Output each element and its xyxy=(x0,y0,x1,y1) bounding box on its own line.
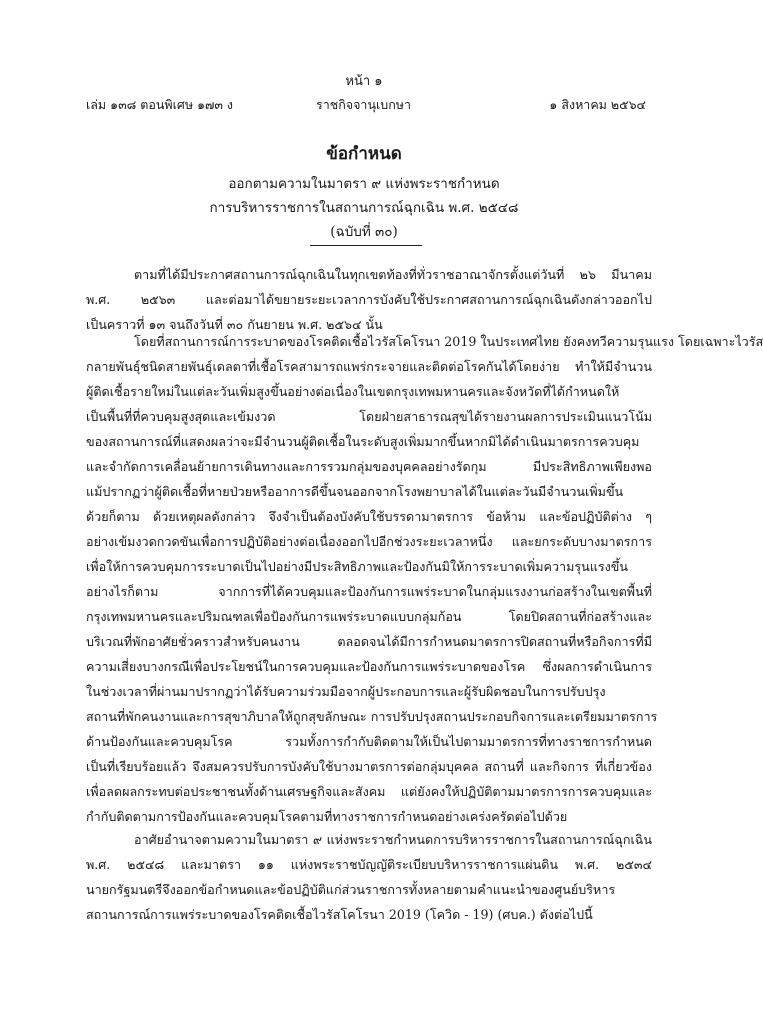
paragraph-line: พ.ศ. ๒๕๔๘ และมาตรา ๑๑ แห่งพระราชบัญญัติระเบียบบริหารราชการแผ่นดิน พ.ศ. ๒๕๓๔ xyxy=(86,857,652,872)
paragraph-line: อย่างไรก็ตาม จากการที่ได้ควบคุมและป้องกันการแพร่ระบาดในกลุ่มแรงงานก่อสร้างในเขตพื้นที่ xyxy=(86,584,652,599)
paragraph-line: บริเวณที่พักอาศัยชั่วคราวสำหรับคนงาน ตลอดจนได้มีการกำหนดมาตรการปิดสถานที่หรือกิจการที่มี xyxy=(86,634,652,649)
paragraph-line: กรุงเทพมหานครและปริมณฑลเพื่อป้องกันการแพร่ระบาดแบบกลุ่มก้อน โดยปิดสถานที่ก่อสร้างและ xyxy=(86,609,652,624)
document-subtitle-line: ออกตามความในมาตรา ๙ แห่งพระราชกำหนด xyxy=(228,176,500,192)
gazette-name: ราชกิจจานุเบกษา xyxy=(316,97,412,112)
paragraph-line: ของสถานการณ์ที่แสดงผลว่าจะมีจำนวนผู้ติดเชื้อในระดับสูงเพิ่มมากขึ้นหากมิได้ดำเนินมาตรการควบคุม xyxy=(86,434,640,449)
paragraph-3 xyxy=(86,827,652,927)
paragraph-line: เป็นที่เรียบร้อยแล้ว จึงสมควรปรับการบังคับใช้บางมาตรการต่อกลุ่มบุคคล สถานที่ และกิจการ ที่เกี่ยวข้อง xyxy=(86,759,652,774)
gazette-volume: เล่ม ๑๓๘ ตอนพิเศษ ๑๗๓ ง xyxy=(86,97,234,112)
paragraph-line: สถานที่พักคนงานและการสุขาภิบาลให้ถูกสุขลักษณะ การปรับปรุงสถานประกอบกิจการและเตรียมมาตรการ xyxy=(86,709,658,724)
document-title: ข้อกำหนด xyxy=(326,144,402,164)
paragraph-line: ตามที่ได้มีประกาศสถานการณ์ฉุกเฉินในทุกเขตท้องที่ทั่วราชอาณาจักรตั้งแต่วันที่ ๒๖ มีนาคม xyxy=(134,267,652,282)
paragraph-line: สถานการณ์การแพร่ระบาดของโรคติดเชื้อไวรัสโคโรนา 2019 (โควิด - 19) (ศบค.) ดังต่อไปนี้ xyxy=(86,907,593,922)
paragraph-line: พ.ศ. ๒๕๖๓ และต่อมาได้ขยายระยะเวลาการบังคับใช้ประกาศสถานการณ์ฉุกเฉินดังกล่าวออกไป xyxy=(86,292,652,307)
paragraph-line: ผู้ติดเชื้อรายใหม่ในแต่ละวันเพิ่มสูงขึ้นอย่างต่อเนื่องในเขตกรุงเทพมหานครและจังหวัดที่ได้กำหนดให้ xyxy=(86,384,620,399)
paragraph-line: ความเสี่ยงบางกรณีเพื่อประโยชน์ในการควบคุมและป้องกันการแพร่ระบาดของโรค ซึ่งผลการดำเนินการ xyxy=(86,659,652,674)
paragraph-line: อาศัยอำนาจตามความในมาตรา ๙ แห่งพระราชกำหนดการบริหารราชการในสถานการณ์ฉุกเฉิน xyxy=(134,832,652,847)
paragraph-2 xyxy=(86,329,763,829)
paragraph-line: เพื่อให้การควบคุมการระบาดเป็นไปอย่างมีประสิทธิภาพและป้องกันมิให้การระบาดเพิ่มความรุนแรงขึ้น xyxy=(86,559,629,574)
paragraph-line: เพื่อลดผลกระทบต่อประชาชนทั้งด้านเศรษฐกิจและสังคม แต่ยังคงให้ปฏิบัติตามมาตรการการควบคุมและ xyxy=(86,784,652,799)
document-issue-number: (ฉบับที่ ๓๐) xyxy=(330,224,398,240)
paragraph-line: นายกรัฐมนตรีจึงออกข้อกำหนดและข้อปฏิบัติแก่ส่วนราชการทั้งหลายตามคำแนะนำของศูนย์บริหาร xyxy=(86,882,616,897)
paragraph-line: แม้ปรากฏว่าผู้ติดเชื้อที่หายป่วยหรืออาการดีขึ้นจนออกจากโรงพยาบาลได้ในแต่ละวันมีจำนวนเพิ่มขึ้น xyxy=(86,484,624,499)
paragraph-line: อย่างเข้มงวดกวดขันเพื่อการปฏิบัติอย่างต่อเนื่องออกไปอีกช่วงระยะเวลาหนึ่ง และยกระดับบางมาตรการ xyxy=(86,534,652,549)
paragraph-line: กลายพันธุ์ชนิดสายพันธุ์เดลตาที่เชื้อโรคสามารถแพร่กระจายและติดต่อโรคกันได้โดยง่าย ทำให้มีจำนวน xyxy=(86,359,652,374)
paragraph-line: ด้านป้องกันและควบคุมโรค รวมทั้งการกำกับติดตามให้เป็นไปตามมาตรการที่ทางราชการกำหนด xyxy=(86,734,652,749)
paragraph-1 xyxy=(86,262,652,337)
gazette-date: ๑ สิงหาคม ๒๕๖๔ xyxy=(549,97,646,112)
paragraph-line: เป็นคราวที่ ๑๓ จนถึงวันที่ ๓๐ กันยายน พ.ศ. ๒๕๖๔ นั้น xyxy=(86,317,383,332)
paragraph-line: กำกับติดตามการป้องกันและควบคุมโรคตามที่ทางราชการกำหนดอย่างเคร่งครัดต่อไปด้วย xyxy=(86,809,568,824)
paragraph-line: เป็นพื้นที่ที่ควบคุมสูงสุดและเข้มงวด โดยฝ่ายสาธารณสุขได้รายงานผลการประเมินแนวโน้ม xyxy=(86,409,652,424)
document-subtitle-line: การบริหารราชการในสถานการณ์ฉุกเฉิน พ.ศ. ๒๕๔๘ xyxy=(209,200,519,216)
paragraph-line: โดยที่สถานการณ์การระบาดของโรคติดเชื้อไวรัสโคโรนา 2019 ในประเทศไทย ยังคงทวีความรุนแรง โดยเฉพาะไวรัส xyxy=(134,334,763,349)
title-divider xyxy=(310,245,422,246)
paragraph-line: ด้วยก็ตาม ด้วยเหตุผลดังกล่าว จึงจำเป็นต้องบังคับใช้บรรดามาตรการ ข้อห้าม และข้อปฏิบัติต่าง ๆ xyxy=(86,509,652,524)
page-number: หน้า ๑ xyxy=(345,74,383,89)
paragraph-line: ในช่วงเวลาที่ผ่านมาปรากฏว่าได้รับความร่วมมือจากผู้ประกอบการและผู้รับผิดชอบในการปรับปรุง xyxy=(86,684,606,699)
paragraph-line: และจำกัดการเคลื่อนย้ายการเดินทางและการรวมกลุ่มของบุคคลอย่างรัดกุม มีประสิทธิภาพเพียงพอ xyxy=(86,459,652,474)
